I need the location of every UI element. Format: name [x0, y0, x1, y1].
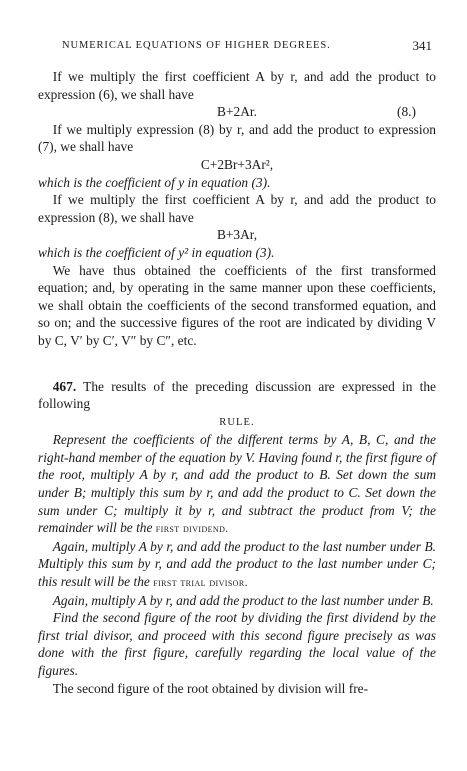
equation-b: B+3Ar,	[216, 227, 258, 243]
equation-8-expression: B+2Ar.	[217, 104, 257, 120]
first-trial-divisor-term: first trial divisor.	[153, 575, 248, 590]
rule-step-2	[38, 538, 436, 592]
rule-step-1-text: Represent the coefficients of the different terms by A, B, C, and the right-hand member of the equation by V. Having found r, the first figure of the root, multiply A by r, and add the product to B. Set down the sum under B; multiply this sum by r, and add the product to C. Set down the sum under C; multiply it by r, and subtract the product from V; the remainder will be the	[38, 432, 436, 536]
running-title: NUMERICAL EQUATIONS OF HIGHER DEGREES.	[62, 40, 331, 51]
equation-c: C+2Br+3Ar²,	[200, 156, 274, 172]
rule-step-4: Find the second figure of the root by dividing the first dividend by the first trial divisor, and proceed with this second figure precisely as was done with the first figure, carefully regarding the local value of the figures.	[38, 610, 436, 678]
equation-8	[38, 103, 436, 121]
section-intro: The results of the preceding discussion are expressed in the following	[38, 378, 436, 412]
first-dividend-term: first dividend.	[155, 521, 229, 536]
section-467	[38, 378, 436, 413]
paragraph-1: If we multiply the first coefficient A by r, and add the product to expression (6), we shall have	[38, 69, 436, 102]
paragraph-2: If we multiply expression (8) by r, and add the product to expression (7), we shall have	[38, 121, 436, 155]
rule-step-3: Again, multiply A by r, and add the product to the last number under B.	[52, 592, 434, 608]
rule-step-2-text: Again, multiply A by r, and add the product to the last number under B. Multiply this sum by r, and add the product to the last number under C; this result will be the	[38, 538, 436, 590]
running-header	[38, 36, 436, 56]
rule-step-1	[38, 431, 436, 538]
paragraph-3: If we multiply the first coefficient A by r, and add the product to expression (8), we shall have	[38, 192, 436, 225]
paragraph-4: We have thus obtained the coefficients of the first transformed equation; and, by operating in the same manner upon these coefficients, we shall obtain the coefficients of the second transformed equation, and so on; and the successive figures of the root are indicated by dividing V by C, V′ by C′, V″ by C″, etc.	[38, 262, 436, 348]
note-2: which is the coefficient of y² in equation (3).	[38, 244, 275, 260]
equation-8-tag: (8.)	[397, 104, 416, 120]
rule-title: RULE.	[219, 416, 255, 428]
page-body	[38, 68, 436, 697]
paragraph-last: The second figure of the root obtained by division will fre-	[52, 680, 369, 696]
page-number: 341	[412, 38, 432, 53]
note-1: which is the coefficient of y in equation (3).	[38, 174, 271, 190]
section-number: 467.	[52, 378, 77, 394]
